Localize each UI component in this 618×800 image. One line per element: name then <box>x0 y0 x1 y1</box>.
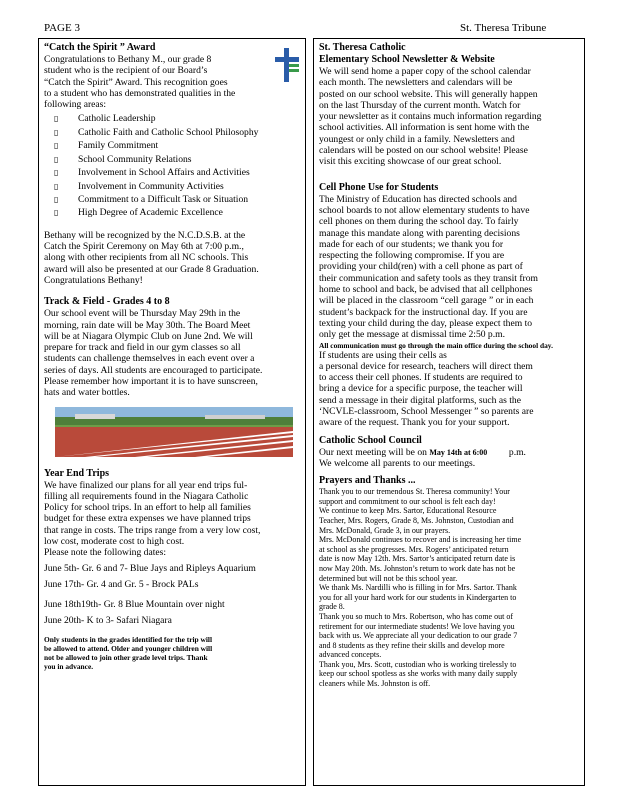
award-intro <box>44 54 272 88</box>
prayers-line: Thank you to our tremendous St. Theresa community! Your <box>319 487 510 497</box>
trips-line: low cost, moderate cost to high cost. <box>44 536 185 548</box>
cellphone-line: bring a device for a specific purpose, the teacher will <box>319 383 523 395</box>
prayers-line: support and commitment to our school is felt each day! <box>319 496 496 506</box>
track-line: series of days. All students are encouraged to participate. <box>44 364 263 376</box>
prayers-line: retirement for our intermediate students! We love having you <box>319 621 515 631</box>
award-intro-line: to a student who has demonstrated qualities in the <box>44 87 236 99</box>
trip-date: June 5th- Gr. 6 and 7- Blue Jays and Ripleys Aquarium <box>44 562 256 574</box>
council-text: Our next meeting will be on <box>319 446 430 458</box>
trip-date: June 20th- K to 3- Safari Niagara <box>44 614 172 626</box>
newsletter-line: your newsletter as it contains much information regarding <box>319 111 542 123</box>
trips-line: Policy for school trips. In an effort to help all families <box>44 502 251 514</box>
cellphone-line: If students are using their cells as <box>319 349 447 361</box>
cellphone-title: Cell Phone Use for Students <box>319 181 439 193</box>
trips-title: Year End Trips <box>44 467 110 479</box>
council-meeting-line <box>319 447 579 458</box>
track-line: Our school event will be Thursday May 29th in the <box>44 308 241 320</box>
newsletter-title: St. Theresa Catholic <box>319 42 406 53</box>
running-track-photo <box>55 407 293 457</box>
cellphone-line: to access their cell phones. If students are required to <box>319 372 523 384</box>
prayers-line: We thank Ms. Nardilli who is filling in for Mrs. Sartor. Thank <box>319 583 517 593</box>
list-item: ▯ Involvement in Community Activities <box>54 180 300 193</box>
list-item: ▯ Catholic Faith and Catholic School Philosophy <box>54 126 300 139</box>
newsletter-line: calendars will be posted on our school website! Please <box>319 145 528 157</box>
track-line: morning, rain date will be May 30th. The Board Meet <box>44 319 251 331</box>
prayers-title: Prayers and Thanks ... <box>319 475 416 487</box>
prayers-line: Mrs. McDonald continues to recover and is increasing her time <box>319 535 522 545</box>
trips-note-line: not be allowed to join other grade level trips. Thank <box>44 652 208 662</box>
newsletter-line: posted on our school website. This will generally happen <box>319 88 538 100</box>
award-closing-line: along with other recipients from all NC schools. This <box>44 252 249 264</box>
cellphone-line: their communication and safety tools as they transit from <box>319 272 539 284</box>
track-title: Track & Field - Grades 4 to 8 <box>44 296 170 308</box>
prayers-line: grade 8. <box>319 602 345 612</box>
cellphone-line: made for each of our students; we thank you for <box>319 238 504 250</box>
trips-note-line: be allowed to attend. Older and younger children will <box>44 643 213 653</box>
award-intro-line: “Catch the Spirit” Award. This recognition goes <box>44 76 228 88</box>
cellphone-line: The Ministry of Education has directed schools and <box>319 193 517 205</box>
cellphone-line: ‘NCVLE-classroom, School Messenger ” so parents are <box>319 406 534 418</box>
track-line: will be at Niagara Olympic Club on June 2nd. We will <box>44 330 253 342</box>
prayers-line: keep our school spotless as she works with many daily supply <box>319 669 518 679</box>
cellphone-line: student’s backpack for the instructional day. If you are <box>319 306 528 318</box>
award-closing-line: Catch the Spirit Ceremony on May 6th at 7:00 p.m., <box>44 241 244 253</box>
newsletter-line: each month. The newsletters and calendars will be <box>319 77 513 89</box>
cellphone-bold-note: All communication must go through the main office during the school day. <box>319 340 553 350</box>
award-closing-line: award will also be presented at our Grade 8 Graduation. <box>44 263 259 275</box>
prayers-line: Thank you, Mrs. Scott, custodian who is working tirelessly to <box>319 659 517 669</box>
newsletter-line: We will send home a paper copy of the school calendar <box>319 66 531 77</box>
cellphone-line: will be placed in the classroom “cell garage ” or in each <box>319 295 534 307</box>
list-item: ▯ School Community Relations <box>54 153 300 166</box>
prayers-line: cleaners while Ms. Johnston is off. <box>319 679 431 689</box>
trips-line: filling all requirements found in the Niagara Catholic <box>44 490 249 502</box>
trips-line: that range in costs. The trips range from a very low cost, <box>44 524 261 536</box>
award-intro-line: student who is the recipient of our Board’s <box>44 65 208 77</box>
list-item: ▯ Commitment to a Difficult Task or Situation <box>54 193 300 206</box>
prayers-line: now May 20th. Ms. Johnston’s return to work date has not be <box>319 563 516 573</box>
catholic-cross-logo-icon <box>275 48 299 82</box>
track-line: Please remember how important it is to have sunscreen, <box>44 376 258 387</box>
trips-line: budget for these extra expenses we have planned trips <box>44 513 251 525</box>
prayers-line: Teacher, Mrs. Rogers, Grade 8, Ms. Johnston, Custodian and <box>319 515 514 525</box>
list-item: ▯ Family Commitment <box>54 139 300 152</box>
cellphone-line: texting your child during the day, please expect them to <box>319 317 533 329</box>
list-item: ▯ Involvement in School Affairs and Activities <box>54 166 300 179</box>
cellphone-line: manage this mandate along with parenting decisions <box>319 227 520 239</box>
prayers-line: back with us. We appreciate all your dedication to our grade 7 <box>319 631 518 641</box>
newsletter-line: school activities. All information is sent home with the <box>319 122 530 134</box>
prayers-line: determined but will not be this school year. <box>319 573 458 583</box>
award-intro-line: Congratulations to Bethany M., our grade 8 <box>44 54 212 65</box>
council-line: We welcome all parents to our meetings. <box>319 457 476 469</box>
trips-line: Please note the following dates: <box>44 547 167 559</box>
cellphone-line: home to school and back, be advised that all cellphones <box>319 284 533 296</box>
prayers-line: date is now May 12th. Mrs. Sartor’s anticipated return date is <box>319 554 516 564</box>
page-number: PAGE 3 <box>44 22 80 34</box>
prayers-line: and 8 students as they refine their skills and develop more <box>319 640 505 650</box>
council-title: Catholic School Council <box>319 434 422 446</box>
cellphone-line: aware of the request. Thank you for your support. <box>319 417 510 429</box>
prayers-line: Mrs. McDonald, Grade 3, in our prayers. <box>319 525 451 535</box>
left-column <box>38 38 306 786</box>
newsletter-line: youngest or only child in a family. Newsletters and <box>319 133 515 145</box>
cellphone-line: send a message in their digital platforms, such as the <box>319 394 521 406</box>
prayers-line: We continue to keep Mrs. Sartor, Educational Resource <box>319 506 497 516</box>
prayers-line: you for all your hard work for our students in Kindergarten to <box>319 592 517 602</box>
cellphone-line: cell phones on them during the school day. To fairly <box>319 216 519 228</box>
award-closing-line: Congratulations Bethany! <box>44 274 143 286</box>
cellphone-line: providing your child(ren) with a cell phone as part of <box>319 261 523 273</box>
cellphone-line: only get the message at dismissal time 2:50 p.m. <box>319 329 505 341</box>
award-intro-line: following areas: <box>44 99 107 111</box>
cellphone-line: school boards to not allow elementary students to have <box>319 204 530 216</box>
cellphone-line: respecting the following compromise. If you are <box>319 250 505 262</box>
qualities-list <box>54 112 300 219</box>
trips-line: We have finalized our plans for all year end trips ful- <box>44 479 248 491</box>
cellphone-line: a personal device for research, teachers will direct them <box>319 360 533 372</box>
right-column <box>313 38 585 786</box>
council-date: May 14th at 6:00 <box>429 447 488 457</box>
award-title: “Catch the Spirit ” Award <box>44 42 156 53</box>
track-line: hats and water bottles. <box>44 387 130 399</box>
award-closing-line: Bethany will be recognized by the N.C.D.S.B. at the <box>44 229 246 241</box>
trip-date: June 17th- Gr. 4 and Gr. 5 - Brock PALs <box>44 578 199 590</box>
trips-note-line: Only students in the grades identified for the trip will <box>44 634 213 644</box>
trips-note-line: you in advance. <box>44 661 94 671</box>
council-time: p.m. <box>487 446 526 458</box>
list-item: ▯ High Degree of Academic Excellence <box>54 206 300 219</box>
newsletter-subtitle: Elementary School Newsletter & Website <box>319 54 495 65</box>
prayers-line: Thank you so much to Mrs. Robertson, who has come out of <box>319 611 513 621</box>
newsletter-line: on the last Thursday of the current month. Watch for <box>319 99 521 111</box>
newsletter-line: visit this exciting showcase of our great school. <box>319 156 502 168</box>
track-line: students can challenge themselves in each event over a <box>44 353 255 365</box>
newsletter-name: St. Theresa Tribune <box>460 22 547 34</box>
list-item: ▯ Catholic Leadership <box>54 112 300 125</box>
track-line: prepare for track and field in our gym classes so all <box>44 342 241 354</box>
trip-date: June 18th19th- Gr. 8 Blue Mountain over night <box>44 598 225 610</box>
prayers-line: at school as she progresses. Mrs. Rogers’ anticipated return <box>319 544 509 554</box>
prayers-line: advanced concepts. <box>319 650 382 660</box>
